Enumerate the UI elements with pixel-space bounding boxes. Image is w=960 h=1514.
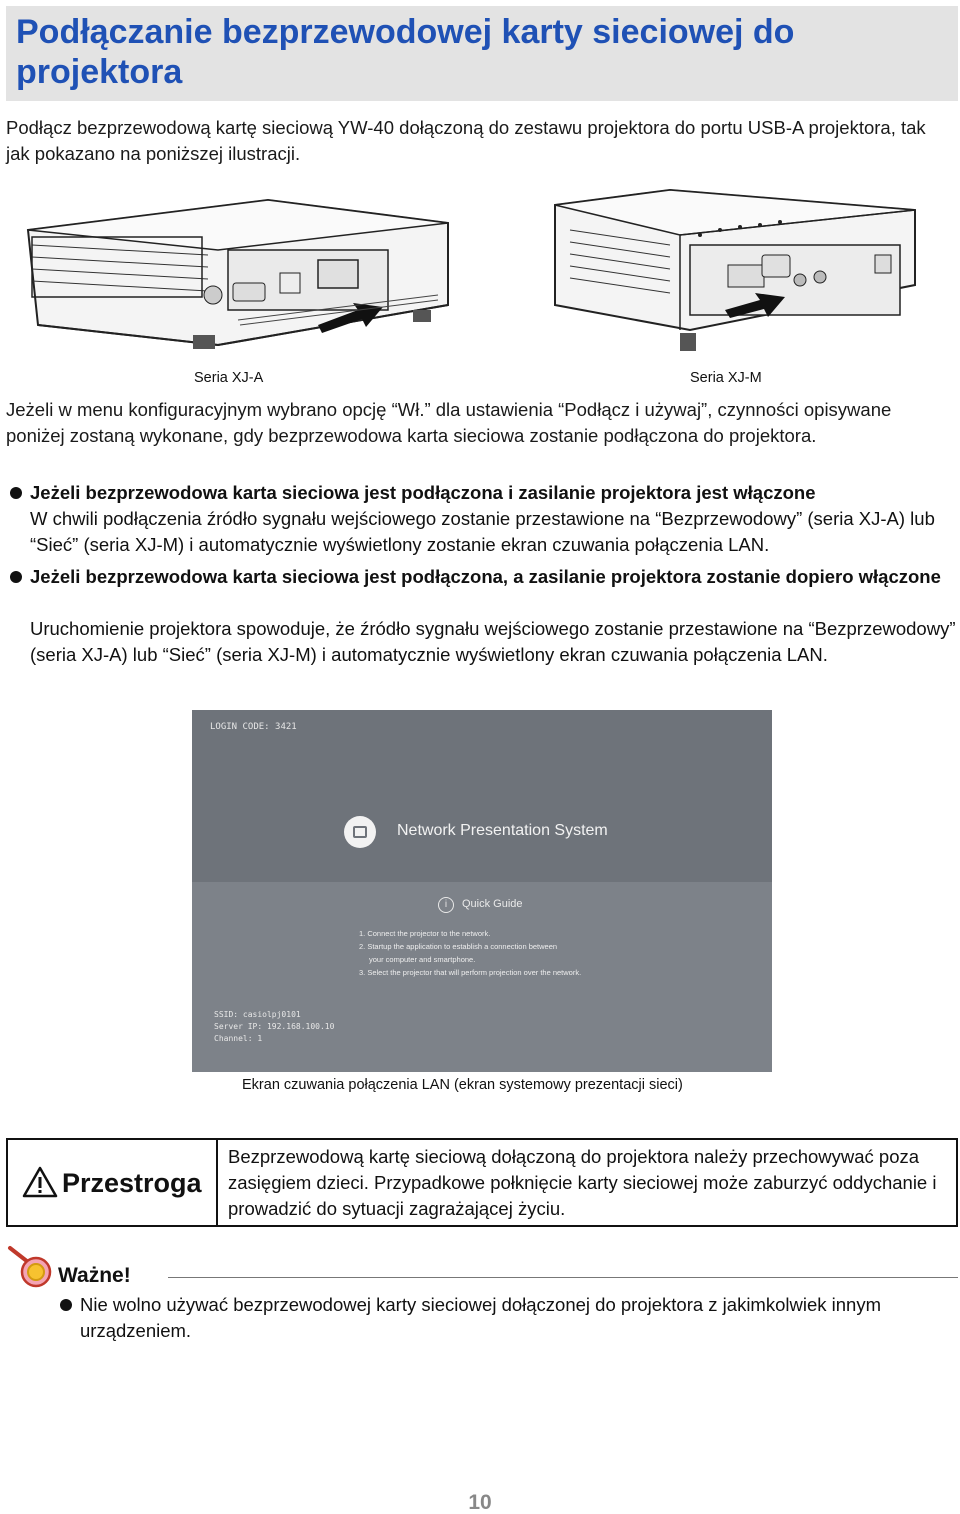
guide-line: 3. Select the projector that will perform projection over the network. bbox=[359, 968, 582, 977]
quick-guide-title: Quick Guide bbox=[462, 898, 523, 910]
server-ip-text: Server IP: 192.168.100.10 bbox=[214, 1022, 335, 1031]
login-code: LOGIN CODE: 3421 bbox=[210, 722, 297, 732]
guide-line: 2. Startup the application to establish a connection between bbox=[359, 942, 558, 951]
lan-standby-screen bbox=[192, 710, 772, 1072]
intro-paragraph: Podłącz bezprzewodową kartę sieciową YW-40 dołączoną do zestawu projektora do portu USB-A projektora, tak jak pokazano na poniższej ilustracji. bbox=[6, 117, 926, 164]
channel-text: Channel: 1 bbox=[214, 1034, 263, 1043]
network-presentation-icon bbox=[344, 816, 376, 848]
page-title: Podłączanie bezprzewodowej karty sieciowej do projektora bbox=[16, 13, 795, 91]
important-header bbox=[6, 1242, 958, 1290]
bullet-power-later bbox=[6, 564, 956, 696]
screen-upper-panel bbox=[192, 710, 772, 882]
info-icon: i bbox=[438, 897, 454, 913]
bullet-dot bbox=[10, 487, 22, 499]
screen-caption: Ekran czuwania połączenia LAN (ekran systemowy prezentacji sieci) bbox=[242, 1077, 683, 1093]
important-bullet-text: Nie wolno używać bezprzewodowej karty sieciowej dołączonej do projektora z jakimkolwiek innym urządzeniem. bbox=[80, 1294, 881, 1341]
bullet-head: Jeżeli bezprzewodowa karta sieciowa jest podłączona i zasilanie projektora jest włączone bbox=[30, 482, 816, 503]
guide-line: your computer and smartphone. bbox=[369, 955, 476, 964]
warning-text: Bezprzewodową kartę sieciową dołączoną do projektora należy przechowywać poza zasięgiem dzieci. Przypadkowe połknięcie karty sieciowej może zaburzyć oddychanie i prowadzić do sytuacji zagrażającej życiu. bbox=[228, 1146, 937, 1219]
plug-and-play-paragraph: Jeżeli w menu konfiguracyjnym wybrano opcję “Wł.” dla ustawienia “Podłącz i używaj”, czynności opisywane poniżej zostaną wykonane, gdy bezprzewodowa karta sieciowa zostanie podłączona do projektora. bbox=[6, 399, 892, 446]
app-title: Network Presentation System bbox=[397, 822, 608, 839]
caption-xj-m: Seria XJ-M bbox=[690, 370, 762, 386]
bullet-body: Uruchomienie projektora spowoduje, że źródło sygnału wejściowego zostanie przestawione na “Bezprzewodowy” (seria XJ-A) lub “Sieć” (seria XJ-M) i automatycznie wyświetlony ekran czuwania połączenia LAN. bbox=[30, 618, 956, 665]
important-bullet bbox=[56, 1292, 956, 1346]
warning-box bbox=[6, 1138, 958, 1227]
projector-xj-a-illustration bbox=[18, 195, 458, 365]
important-label: Ważne! bbox=[58, 1264, 131, 1287]
warning-divider bbox=[216, 1140, 218, 1225]
guide-line: 1. Connect the projector to the network. bbox=[359, 929, 491, 938]
ssid-text: SSID: casiolpj0101 bbox=[214, 1010, 301, 1019]
important-badge-icon bbox=[6, 1242, 54, 1290]
bullet-body: W chwili podłączenia źródło sygnału wejściowego zostanie przestawione na “Bezprzewodowy” (seria XJ-A) lub “Sieć” (seria XJ-M) i automatycznie wyświetlony zostanie ekran czuwania połączenia LAN. bbox=[30, 508, 935, 555]
page-number: 10 bbox=[468, 1491, 492, 1514]
bullet-dot bbox=[60, 1299, 72, 1311]
warning-label: Przestroga bbox=[62, 1168, 202, 1198]
projector-xj-m-illustration bbox=[550, 185, 922, 360]
bullet-head: Jeżeli bezprzewodowa karta sieciowa jest podłączona, a zasilanie projektora zostanie dopiero włączone bbox=[30, 566, 941, 587]
important-rule bbox=[168, 1277, 958, 1278]
warning-triangle-icon bbox=[22, 1166, 58, 1198]
bullet-dot bbox=[10, 571, 22, 583]
bullet-power-on bbox=[6, 480, 956, 560]
caption-xj-a: Seria XJ-A bbox=[194, 370, 264, 386]
